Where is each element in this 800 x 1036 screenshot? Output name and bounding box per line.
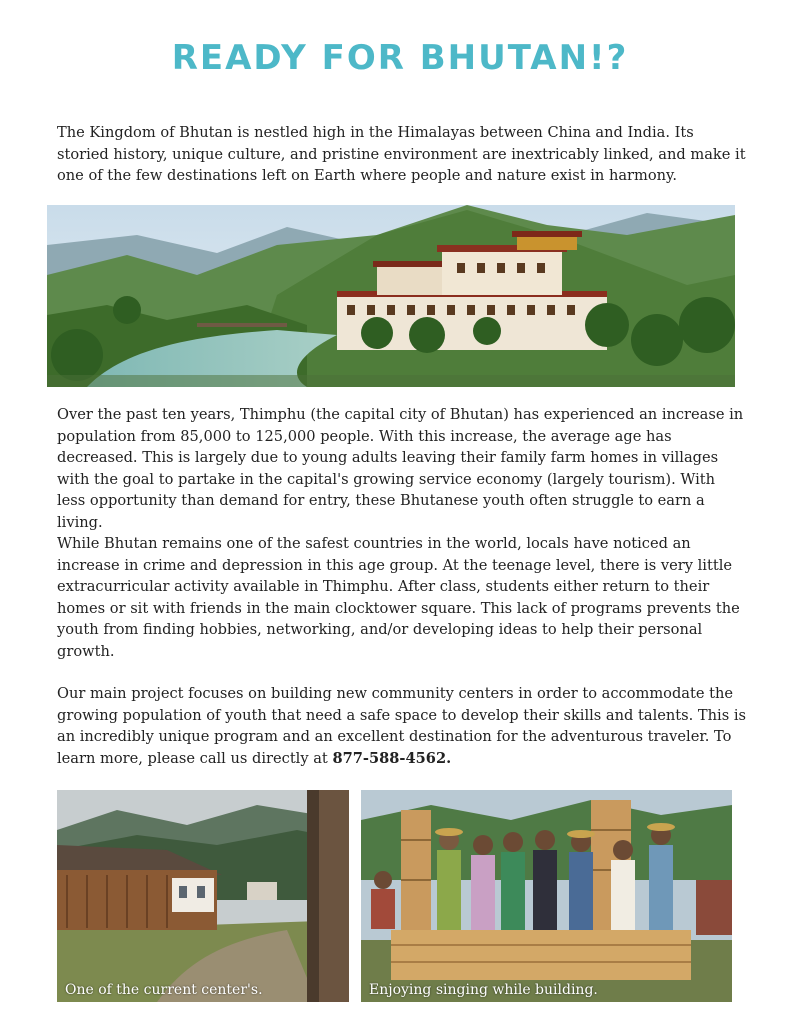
left-photo-caption: One of the current center's. — [65, 982, 263, 998]
intro-paragraph: The Kingdom of Bhutan is nestled high in the Himalayas between China and India. Its storied history, unique culture, and pristine environment are inextricably linked, and make it one of the few destinations left on Earth where people and nature exist in harmony. — [57, 124, 746, 184]
population-paragraph: Over the past ten years, Thimphu (the capital city of Bhutan) has experienced an increase in population from 85,000 to 125,000 people. With this increase, the average age has decreased. This is largely due to young adults leaving their family farm homes in villages with the goal to partake in the capital's growing service economy (largely tourism). With less opportunity than demand for entry, these Bhutanese youth often struggle to earn a living. — [57, 406, 744, 531]
punakha-dzong-photo — [47, 205, 735, 387]
page-title: READY FOR BHUTAN!? — [171, 38, 629, 78]
current-center-photo — [57, 790, 349, 1002]
phone-number: 877-588-4562. — [332, 749, 452, 767]
project-text: Our main project focuses on building new community centers in order to accommodate the growing population of youth that need a safe space to develop their skills and talents. This is an incredibly unique program and an excellent destination for the adventurous traveler. To learn more, please call us directly at — [57, 685, 746, 767]
singing-while-building-photo — [361, 790, 732, 1002]
right-photo-caption: Enjoying singing while building. — [369, 982, 598, 998]
safety-paragraph: While Bhutan remains one of the safest countries in the world, locals have noticed an increase in crime and depression in this age group. At the teenage level, there is very little extracurricular activity available in Thimphu. After class, students either return to their homes or sit with friends in the main clocktower square. This lack of programs prevents the youth from finding hobbies, networking, and/or developing ideas to help their personal growth. — [57, 535, 740, 660]
project-paragraph — [57, 683, 747, 769]
